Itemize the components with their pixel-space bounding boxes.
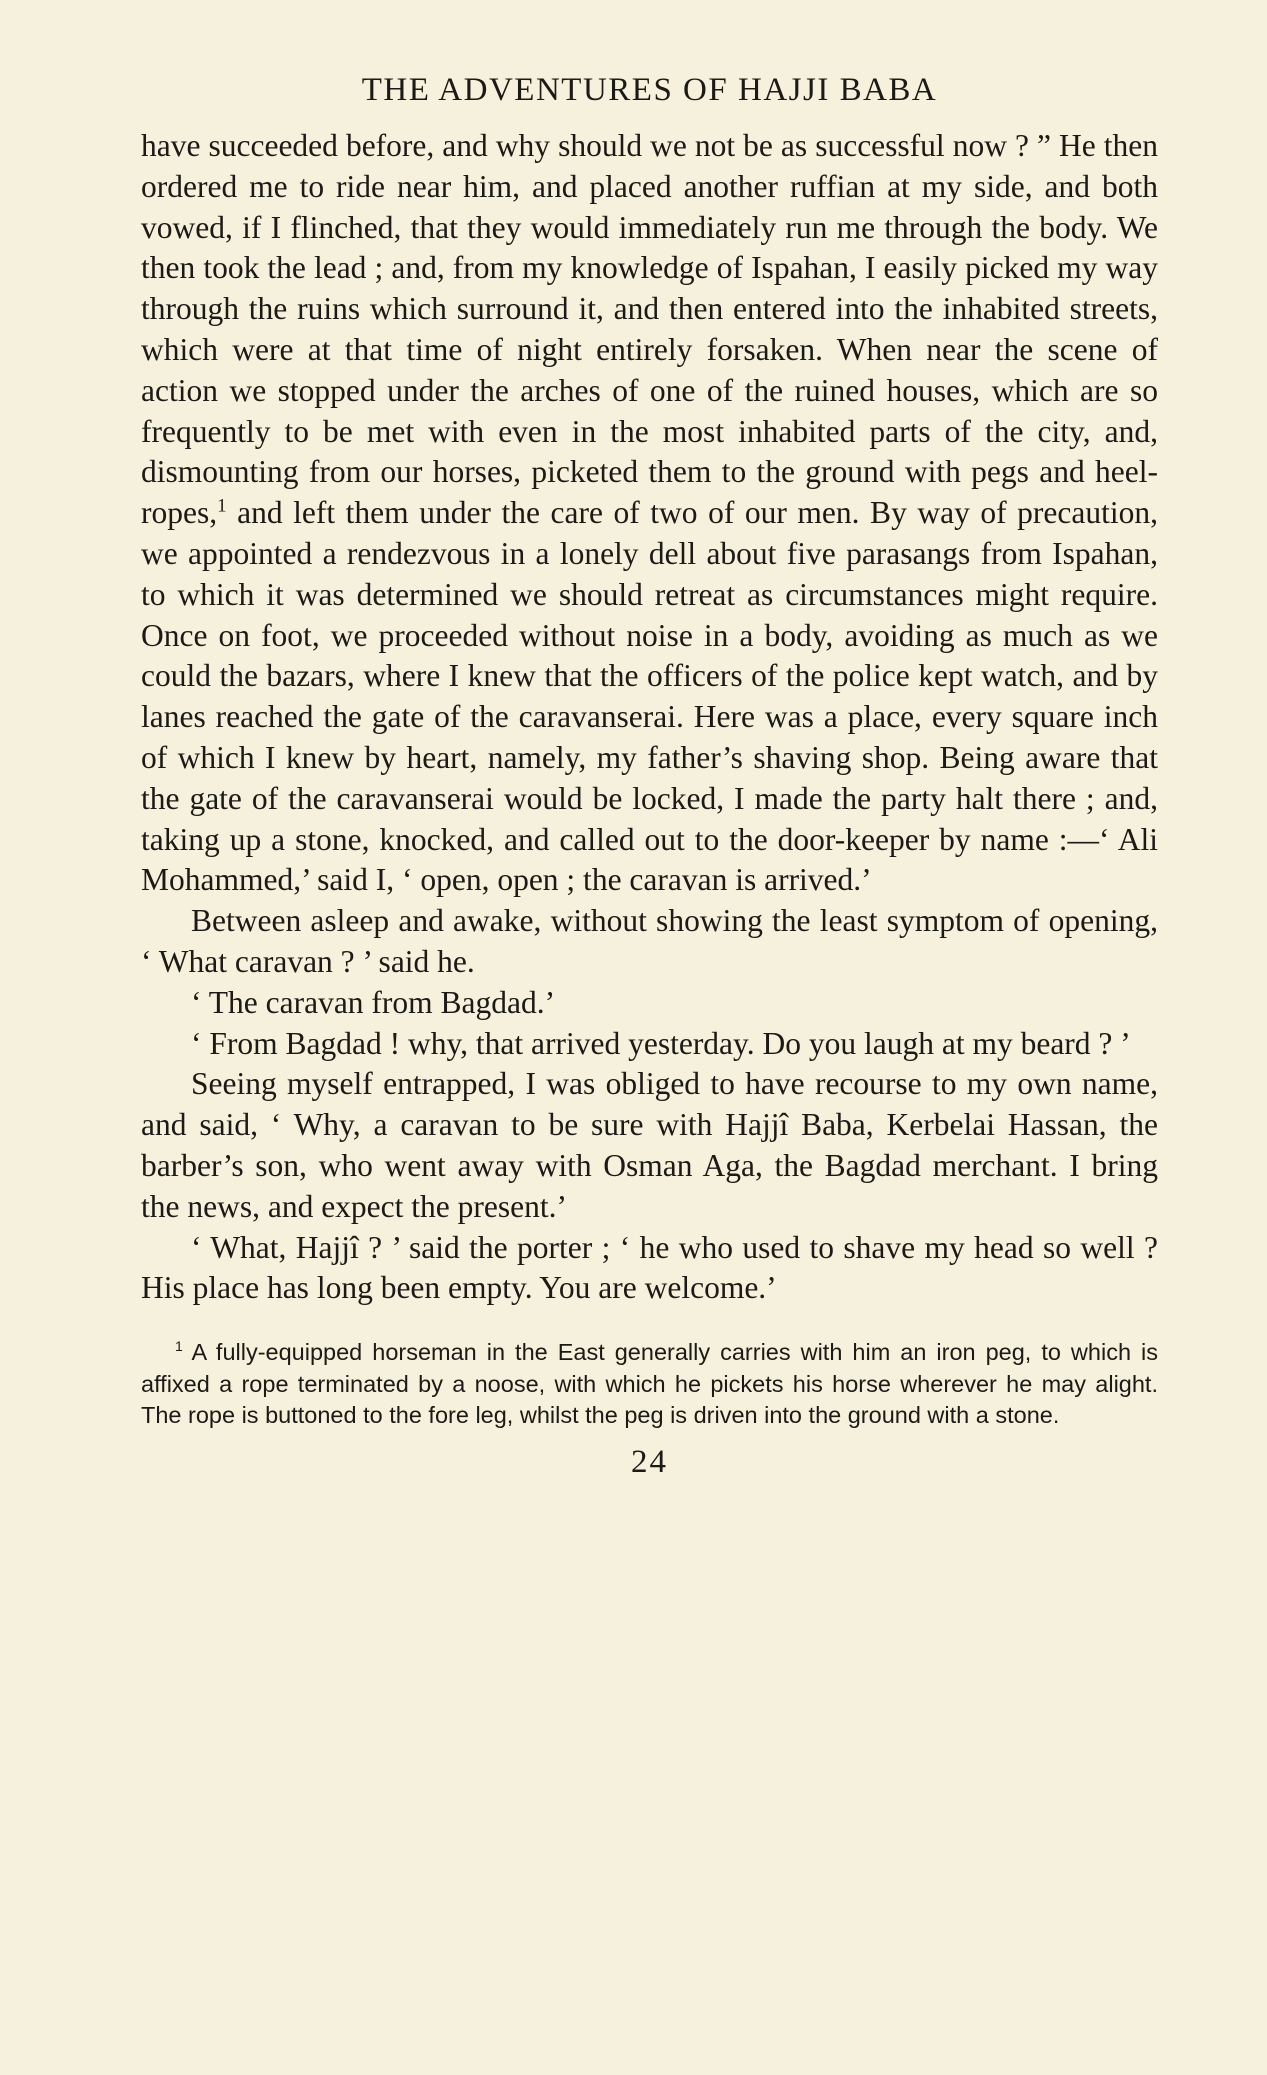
page-number: 24 (631, 1443, 668, 1480)
paragraph-6: ‘ What, Hajjî ? ’ said the porter ; ‘ he who used to shave my head so well ? His place has long been empty. You are welcome.’ (141, 1229, 1158, 1306)
footnote-text: A fully-equipped horseman in the East generally carries with him an iron peg, to which is affixed a rope terminated by a noose, with which he pickets his horse wherever he may alight. The rope is buttoned to the fore leg, whilst the peg is driven into the ground with a stone. (141, 1339, 1158, 1429)
paragraph-1-part-1: have succeeded before, and why should we not be as successful now ? ” He then ordered me to ride near him, and placed another ruffian at my side, and both vowed, if I flinched, that they would immediately run me through the body. We then took the lead ; and, from my knowledge of Ispahan, I easily picked my way through the ruins which surround it, and then entered into the inhabited streets, which were at that time of night entirely forsaken. When near the scene of action we stopped under the arches of one of the ruined houses, which are so frequently to be met with even in the most inhabited parts of the city, and, dismounting from our horses, picketed them to the ground with pegs and heel-ropes, (141, 128, 1158, 531)
paragraph-1-part-2: and left them under the care of two of our men. By way of precaution, we appointed a rendezvous in a lonely dell about five parasangs from Ispahan, to which it was determined we should retreat as circumstances might require. Once on foot, we proceeded without noise in a body, avoiding as much as we could the bazars, where I knew that the officers of the police kept watch, and by lanes reached the gate of the caravanserai. Here was a place, every square inch of which I knew by heart, namely, my father’s shaving shop. Being aware that the gate of the caravanserai would be locked, I made the party halt there ; and, taking up a stone, knocked, and called out to the door-keeper by name :—‘ Ali Mohammed,’ said I, ‘ open, open ; the caravan is arrived.’ (141, 495, 1158, 898)
paragraph-5: Seeing myself entrapped, I was obliged to have recourse to my own name, and said, ‘ Why, a caravan to be sure with Hajjî Baba, Kerbelai Hassan, the barber’s son, who went away with Osman Aga, the Bagdad merchant. I bring the news, and expect the present.’ (141, 1066, 1158, 1224)
running-head: THE ADVENTURES OF HAJJI BABA (361, 72, 938, 108)
footnote-marker: 1 (175, 1338, 183, 1355)
footnote (141, 1337, 1158, 1432)
paragraph-2: Between asleep and awake, without showing the least symptom of opening, ‘ What caravan ? ’ said he. (141, 903, 1158, 979)
footnote-reference: 1 (217, 495, 227, 517)
body-text (141, 126, 1158, 1309)
paragraph-3: ‘ The caravan from Bagdad.’ (191, 984, 556, 1020)
paragraph-4: ‘ From Bagdad ! why, that arrived yesterday. Do you laugh at my beard ? ’ (191, 1025, 1131, 1061)
book-page (141, 60, 1158, 1481)
paragraph-1 (141, 126, 1158, 901)
